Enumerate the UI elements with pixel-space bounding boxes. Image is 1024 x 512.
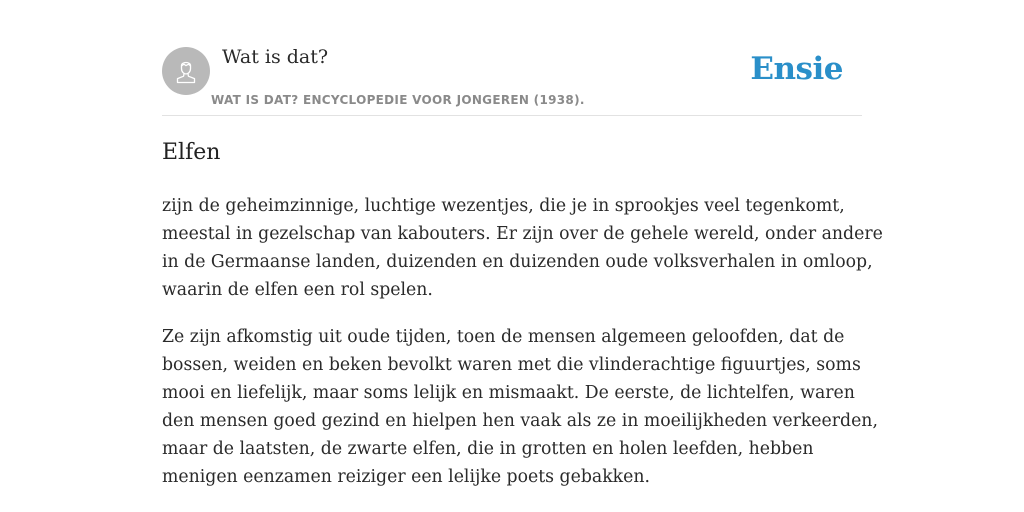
paragraph-line: maar de laatsten, de zwarte elfen, die in grotten en holen leefden, hebben	[162, 439, 814, 459]
user-icon	[171, 56, 201, 86]
source-title[interactable]: Wat is dat?	[222, 46, 329, 68]
paragraph-line: den mensen goed gezind en hielpen hen vaak als ze in moeilijkheden verkeerden,	[162, 411, 878, 431]
paragraph-line: waarin de elfen een rol spelen.	[162, 280, 433, 300]
paragraph-line: meestal in gezelschap van kabouters. Er zijn over de gehele wereld, onder andere	[162, 224, 883, 244]
entry-paragraph	[162, 192, 883, 304]
source-header	[162, 0, 862, 116]
source-subtitle: WAT IS DAT? ENCYCLOPEDIE VOOR JONGEREN (1938).	[211, 93, 585, 107]
paragraph-line: bossen, weiden en beken bevolkt waren met die vlinderachtige figuurtjes, soms	[162, 355, 861, 375]
entry-paragraph	[162, 323, 878, 491]
page	[162, 0, 883, 512]
paragraph-line: Ze zijn afkomstig uit oude tijden, toen de mensen algemeen geloofden, dat de	[162, 327, 845, 347]
paragraph-line: mooi en liefelijk, maar soms lelijk en mismaakt. De eerste, de lichtelfen, waren	[162, 383, 855, 403]
brand-logo[interactable]: Ensie	[750, 51, 843, 87]
source-avatar[interactable]	[162, 47, 210, 95]
entry-title: Elfen	[162, 140, 221, 165]
paragraph-line: menigen eenzamen reiziger een lelijke poets gebakken.	[162, 467, 650, 487]
paragraph-line: zijn de geheimzinnige, luchtige wezentjes, die je in sprookjes veel tegenkomt,	[162, 196, 845, 216]
paragraph-line: in de Germaanse landen, duizenden en duizenden oude volksverhalen in omloop,	[162, 252, 873, 272]
